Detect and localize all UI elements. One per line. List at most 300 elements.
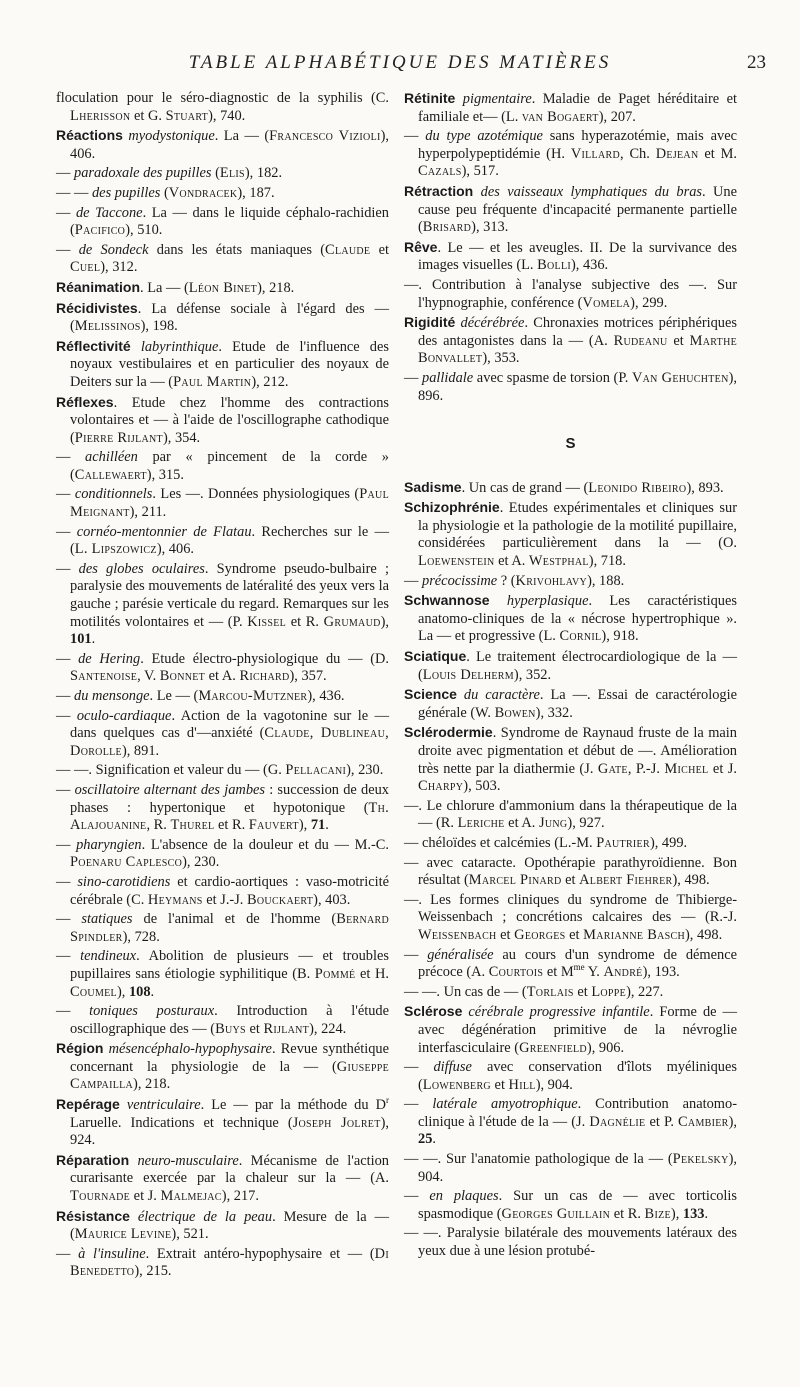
index-entry (56, 242, 389, 277)
entry-text: et cardio-aortiques : vaso-motricité cérébrale (C. (70, 873, 389, 908)
entry-text: et G. (130, 107, 166, 124)
author-name: Loppe (591, 983, 627, 1000)
author-name: Tournade (70, 1188, 131, 1205)
entry-text: . Contribution anatomo-clinique à l'étude de la — (J. (418, 1096, 737, 1130)
entry-subject: du type azotémique (425, 128, 543, 145)
entry-text: — (404, 1096, 433, 1113)
author-name: Cuel (70, 259, 101, 276)
entry-text: — (56, 523, 77, 540)
author-name: Coumel (70, 983, 117, 1000)
entry-text: ), 198. (140, 318, 178, 335)
entry-text: ), 503. (463, 778, 501, 795)
entry-text: — (56, 873, 78, 890)
author-name: Hill (508, 1076, 536, 1093)
entry-text: ), 211. (129, 504, 167, 521)
entry-text: . Le — par la méthode du D (200, 1097, 386, 1114)
author-name: Georges Guillain (501, 1205, 611, 1222)
entry-text: . (150, 983, 155, 1000)
index-entry (404, 724, 737, 795)
page-reference: 133 (682, 1205, 705, 1222)
entry-text: ), 212. (251, 373, 289, 390)
entry-subject: pigmentaire (462, 91, 532, 107)
index-entry (404, 984, 737, 1002)
entry-subject: achilléen (85, 449, 138, 466)
entry-text: et (496, 926, 515, 943)
entry-text: ), 332. (535, 704, 573, 721)
author-name: Villard (570, 145, 620, 162)
entry-headword: Schwannose (404, 592, 490, 609)
entry-text: ), 353. (482, 350, 520, 367)
entry-text: — (404, 1059, 434, 1076)
index-entry (56, 911, 389, 946)
entry-text: — (404, 128, 426, 145)
entry-text (131, 339, 141, 355)
entry-text: ), 312. (100, 259, 138, 276)
entry-text: —. Le chlorure d'ammonium dans la thérapeutique de la — (R. (404, 797, 737, 832)
entry-text: . Action de la vagotonine sur le — dans quelques cas d'—anxiété ( (70, 707, 389, 742)
entry-text: ), 217. (221, 1188, 259, 1205)
index-entry (404, 573, 737, 591)
entry-text: ), 215. (134, 1263, 172, 1280)
entry-text: — (56, 781, 75, 798)
entry-text: et P. (645, 1113, 679, 1130)
entry-text: . Extrait antéro-hypophysaire et — ( (145, 1245, 375, 1262)
index-entry (56, 782, 389, 835)
entry-text (120, 1097, 127, 1113)
entry-subject: de Taccone (75, 204, 143, 221)
index-entry (56, 837, 389, 872)
entry-text (490, 593, 507, 609)
index-entry (404, 314, 737, 368)
entry-text: . La — ( (214, 128, 270, 145)
entry-text: floculation pour le séro-diagnostic de la syphilis (C. (56, 90, 389, 106)
entry-text: et R. (286, 613, 324, 630)
entry-text: . Abolition de plusieurs — et troubles pupillaires sans étiologie syphilitique (B. (70, 948, 389, 982)
author-name: Pekelsky (672, 1151, 729, 1168)
entry-text: ), 218. (133, 1076, 171, 1093)
entry-text: — (56, 911, 82, 928)
entry-text: — (56, 486, 75, 503)
author-name: Courtois (488, 964, 544, 981)
entry-headword: Sclérose (404, 1003, 463, 1020)
left-column (56, 90, 389, 1283)
entry-subject: des globes oculaires (78, 560, 205, 577)
entry-subject: diffuse (433, 1059, 472, 1076)
entry-text: et J. (130, 1188, 161, 1205)
entry-headword: Réflectivité (56, 337, 131, 354)
index-entry (404, 1151, 737, 1186)
entry-text: ), 436. (307, 688, 345, 704)
entry-text: — (56, 948, 81, 965)
entry-text: ), 406. (156, 541, 194, 558)
index-entry (56, 185, 389, 203)
author-name: Marcou-Mutzner (198, 688, 308, 704)
author-name: Giuseppe Campailla (70, 1058, 389, 1093)
entry-text (455, 91, 462, 107)
entry-text: — (404, 572, 422, 589)
entry-text: ), 227. (626, 983, 664, 1000)
entry-headword: Schizophrénie (404, 499, 500, 516)
author-name: Pommé (314, 965, 356, 982)
entry-text: ), 498. (672, 872, 710, 889)
entry-text: — —. Un cas de — ( (404, 983, 527, 1000)
entry-text: . (91, 631, 96, 648)
entry-text: —. Les formes cliniques du syndrome de Thibierge-Weissenbach ; concrétions calcaires des — (R.-J. (404, 891, 737, 926)
author-name: Francesco Vizioli (269, 128, 381, 145)
entry-subject: pallidale (422, 369, 474, 386)
entry-text: — (56, 1003, 90, 1020)
index-entry (56, 279, 389, 298)
entry-text: . Mesure de la — ( (70, 1208, 389, 1243)
entry-text: . Syndrome pseudo-bulbaire ; paralysie des mouvements de latéralité des yeux vers la gauche ; parésie verticale du regard. Remarques sur les motilités volontaires et — (P. (70, 560, 389, 630)
entry-text: ), 891. (121, 742, 160, 759)
author-name: Elis (219, 165, 245, 182)
entry-text: et H. (355, 965, 389, 982)
entry-headword: Résistance (56, 1207, 130, 1224)
author-name: Lowenberg (422, 1076, 491, 1093)
entry-subject: des pupilles (91, 184, 161, 201)
entry-text: . Introduction à l'étude oscillographique des — ( (70, 1003, 389, 1037)
entry-subject: cérébrale progressive infantile (468, 1004, 650, 1021)
entry-text: ), 918. (601, 628, 639, 645)
entry-headword: Repérage (56, 1096, 120, 1113)
index-entry (56, 394, 389, 448)
entry-text: ), 517. (461, 163, 499, 180)
entry-text: ), 315. (146, 466, 184, 483)
entry-text: Laruelle. Indications et technique ( (70, 1114, 293, 1131)
entry-text: ), 893. (686, 479, 724, 496)
author-name: Gate (597, 760, 628, 777)
entry-headword: Région (56, 1040, 104, 1057)
entry-text (457, 687, 464, 703)
entry-subject: du mensonge (74, 688, 150, 704)
index-entry (404, 370, 737, 405)
entry-text: . Un cas de grand — ( (461, 479, 589, 496)
entry-text: et (667, 332, 690, 349)
entry-text: et A. (504, 815, 539, 832)
author-name: Callewaert (74, 466, 147, 483)
index-entry (404, 1003, 737, 1057)
author-name: Claude (325, 241, 371, 258)
author-name: Weissenbach (418, 926, 497, 943)
entry-text: — — (56, 184, 92, 201)
entry-text: — (56, 707, 77, 724)
entry-text: et J.-J. (202, 891, 248, 908)
author-name: Malmejac (160, 1188, 222, 1205)
author-name: Michel (664, 760, 709, 777)
index-entry (56, 127, 389, 163)
entry-subject: oscillatoire alternant des jambes (74, 781, 265, 798)
entry-text: . Le traitement électrocardiologique de la — ( (418, 649, 737, 683)
entry-text: . Une cause peu fréquente d'incapacité permanente partielle ( (418, 183, 737, 236)
entry-subject: généralisée (427, 946, 494, 963)
index-entry (56, 524, 389, 559)
index-entry (404, 1225, 737, 1260)
entry-subject: électrique de la peau (137, 1208, 273, 1225)
author-name: Joseph Jolret (292, 1114, 381, 1131)
entry-text (473, 184, 480, 200)
entry-text: ), 436. (570, 257, 609, 274)
entry-text: — avec cataracte. Opothérapie parathyroïdienne. Bon résultat ( (404, 854, 737, 889)
author-name: Bize (644, 1205, 671, 1222)
entry-text: et A. (494, 553, 529, 570)
index-entry (404, 128, 737, 181)
entry-text: ), 896. (418, 369, 737, 404)
entry-headword: Réanimation (56, 278, 141, 295)
entry-text: ), 499. (649, 834, 688, 851)
index-entry (56, 651, 389, 686)
entry-text: . Etude chez l'homme des contractions volontaires et — à l'aide de l'oscillographe cathodique ( (70, 394, 389, 446)
entry-subject: toniques posturaux (89, 1003, 215, 1020)
entry-text: — (56, 241, 79, 258)
index-entry (404, 1096, 737, 1149)
entry-text: et J. (708, 760, 737, 777)
entry-text: ( (211, 165, 220, 182)
entry-headword: Sciatique (404, 648, 467, 665)
author-name: Loewenstein (418, 553, 495, 570)
author-name: Marcel Pinard (468, 872, 562, 889)
author-name: Jung (538, 815, 568, 832)
author-name: Di Benedetto (70, 1245, 389, 1280)
entry-headword: Récidivistes (56, 299, 138, 316)
entry-text: — (56, 165, 74, 182)
author-name: Poenaru Caplesco (70, 854, 183, 871)
entry-subject: mésencéphalo-hypophysaire (108, 1041, 272, 1058)
entry-text: Y. (584, 964, 604, 981)
entry-text: ), 927. (567, 815, 605, 832)
index-entry (404, 479, 737, 498)
entry-subject: oculo-cardiaque (76, 707, 172, 724)
author-name: Rudeanu (613, 332, 668, 349)
entry-subject: pharyngien (76, 836, 142, 853)
author-name: Torlais (526, 983, 574, 1000)
entry-text: —. Contribution à l'analyse subjective des —. Sur l'hypnographie, conférence ( (404, 276, 737, 311)
entry-subject: de Hering (78, 650, 141, 667)
entry-text: et (565, 926, 584, 943)
entry-text: . Syndrome de Raynaud fruste de la main droite avec pigmentation et début de —. Amélioration très nette par la diathermie (J. (418, 725, 737, 777)
entry-text: . Forme de — avec dégénération primitive de la névroglie interfasciculaire ( (418, 1004, 737, 1056)
author-name: Pacifico (74, 222, 126, 239)
entry-text: . (432, 1131, 436, 1148)
entry-text: — (56, 204, 76, 221)
entry-text: — (56, 560, 79, 577)
author-name: Th. Alajouanine (70, 799, 389, 834)
entry-text: et (573, 983, 592, 1000)
index-entry (404, 239, 737, 275)
entry-text: ), 403. (313, 891, 351, 908)
entry-text: . Le — ( (149, 688, 199, 704)
author-name: Claude, Dublineau, Dorolle (70, 725, 389, 759)
entry-text: ), 904. (418, 1151, 737, 1185)
index-entry (404, 648, 737, 684)
index-entry (56, 165, 389, 183)
entry-subject: conditionnels (74, 486, 153, 503)
entry-text: . La — dans le liquide céphalo-rachidien ( (70, 204, 389, 239)
entry-subject: précocissime (422, 572, 498, 589)
entry-text: ), 406. (70, 128, 389, 162)
entry-text: , R. (146, 817, 171, 834)
entry-text (130, 1209, 138, 1225)
entry-subject: cornéo-mentonnier de Flatau (76, 523, 252, 540)
author-name: Lherisson (70, 107, 131, 124)
entry-text: ), 193. (642, 964, 680, 981)
entry-text: — (56, 650, 79, 667)
entry-subject: ventriculaire (126, 1097, 201, 1114)
entry-text: ), 354. (162, 429, 201, 446)
page-reference: 101 (70, 631, 92, 648)
author-name: Bouckaert (247, 891, 314, 908)
entry-subject: sino-carotidiens (77, 873, 171, 890)
entry-text: ), 207. (598, 108, 636, 125)
author-name: Pellacani (285, 762, 347, 779)
author-name: Bernard Spindler (70, 911, 389, 945)
author-name: Heymans (147, 891, 203, 908)
author-name: Santenoise (70, 668, 138, 685)
index-entry (56, 688, 389, 706)
entry-text: : succession de deux phases : hypertonique et hypotonique ( (70, 781, 389, 816)
index-entry (56, 300, 389, 336)
entry-text: . Sur un cas de — avec torticolis spasmodique ( (418, 1188, 737, 1222)
entry-text: . Etude électro-physiologique du — (D. (140, 650, 389, 667)
author-name: Louis Delherm (422, 666, 514, 683)
entry-text: ( (160, 184, 169, 201)
author-name: Marthe Bonvallet (418, 332, 737, 367)
page-reference: 25 (418, 1131, 433, 1148)
author-name: Melissinos (74, 318, 141, 335)
index-entry (404, 892, 737, 945)
entry-headword: Rêve (404, 238, 438, 255)
index-entry (404, 183, 737, 237)
entry-text: sans hyperazotémie, mais avec hyperpolypeptidémie (H. (418, 128, 737, 162)
author-name: Albert Fiehrer (579, 872, 673, 889)
author-name: Cazals (418, 163, 462, 180)
entry-subject: neuro-musculaire (137, 1152, 239, 1169)
entry-text: . Les —. Données physiologiques ( (152, 486, 360, 503)
entry-text: avec conservation d'îlots myéliniques ( (418, 1059, 737, 1093)
author-name: Pautrier (596, 834, 650, 851)
author-name: van Bogaert (521, 108, 599, 125)
entry-headword: Rétraction (404, 182, 474, 199)
index-entry (404, 90, 737, 126)
entry-headword: Sclérodermie (404, 724, 493, 741)
entry-subject: du caractère (463, 687, 540, 704)
author-name: Thurel (170, 817, 215, 834)
entry-subject: décérébrée (460, 315, 525, 332)
author-name: Westphal (528, 553, 589, 570)
entry-text: — —. Sur l'anatomie pathologique de la — ( (404, 1151, 673, 1168)
entry-text: et (245, 1020, 264, 1037)
entry-text: ), 187. (237, 184, 275, 201)
entry-text: , V. (137, 668, 160, 685)
author-name: Krivohlavy (515, 572, 588, 589)
entry-text: ), 230. (182, 854, 220, 871)
entry-text: et R. (610, 1205, 645, 1222)
index-entry (56, 338, 389, 392)
entry-text: ), 352. (513, 666, 552, 683)
entry-headword: Réactions (56, 127, 123, 144)
entry-text: . (325, 817, 329, 834)
author-name: Georges (514, 926, 566, 943)
index-entry (56, 205, 389, 240)
entry-text: — (56, 449, 86, 466)
entry-text: ? ( (497, 572, 516, 589)
author-name: Stuart (165, 107, 209, 124)
index-entry (404, 947, 737, 982)
superscript: r (385, 1095, 389, 1106)
author-name: Fauvert (248, 817, 299, 834)
author-name: Bowen (494, 704, 536, 721)
entry-text: et (370, 241, 390, 258)
entry-headword: Rigidité (404, 314, 456, 331)
entry-text: ), (380, 613, 390, 630)
author-name: Bonnet (159, 668, 206, 685)
author-name: Paul Meignant (70, 486, 389, 521)
entry-text: ), 230. (346, 762, 384, 779)
index-entry (404, 835, 737, 853)
entry-text: . La défense sociale à l'égard des — ( (70, 300, 389, 335)
entry-text: dans les états maniaques ( (148, 241, 326, 258)
author-name: Leriche (457, 815, 505, 832)
entry-text: ), 924. (70, 1114, 389, 1149)
author-name: Rijlant (263, 1020, 310, 1037)
author-name: Van Gehuchten (631, 369, 729, 386)
entry-text: — (56, 688, 74, 704)
index-entry (56, 1152, 389, 1206)
page-number: 23 (747, 52, 766, 73)
entry-text: ), 188. (587, 572, 625, 589)
entry-subject: paradoxale des pupilles (74, 165, 212, 182)
index-entry (404, 592, 737, 646)
entry-text: ), 498. (685, 926, 723, 943)
index-entry (56, 1003, 389, 1038)
author-name: Charpy (418, 778, 464, 795)
index-entry (56, 874, 389, 909)
entry-text: . Recherches sur le — ( (70, 523, 389, 558)
entry-text: et (561, 872, 580, 889)
index-entry (56, 1040, 389, 1094)
index-entry (56, 486, 389, 521)
entry-text: , Ch. (619, 145, 656, 162)
entry-text: . Mécanisme de l'action curarisante exercée par la chaleur sur la — (A. (70, 1152, 389, 1187)
author-name: Grumaud (323, 613, 381, 630)
index-entry (56, 1246, 389, 1281)
entry-text: . Etude de l'influence des noyaux vestibulaires et en particulier des noyaux de Deiters sur la — ( (70, 338, 389, 390)
entry-text: — (56, 1245, 79, 1262)
page-reference: 108 (128, 983, 151, 1000)
entry-text: et (490, 1076, 509, 1093)
superscript: me (573, 962, 585, 973)
entry-text: ), 728. (122, 928, 160, 945)
index-entry (404, 686, 737, 722)
entry-text: ), 906. (586, 1039, 625, 1056)
author-name: Buys (215, 1020, 246, 1037)
entry-text: ), 313. (471, 219, 509, 236)
right-column (404, 90, 737, 1263)
entry-text: . Etudes expérimentales et cliniques sur la physiologie et la pathologie de la motilité pupillaire, considérées particulièrement dans la — (O. (418, 500, 737, 552)
index-entry (56, 561, 389, 649)
entry-text: de l'animal et de l'homme ( (132, 911, 337, 928)
entry-text: . Chronaxies motrices périphériques des antagonistes dans la — (A. (418, 315, 737, 349)
author-name: Marianne Basch (583, 926, 686, 943)
author-name: Richard (239, 668, 290, 685)
entry-headword: Réparation (56, 1151, 130, 1168)
entry-text: — chéloïdes et calcémies (L.-M. (404, 834, 597, 851)
index-entry (404, 1059, 737, 1094)
entry-headword: Science (404, 686, 457, 703)
index-entry (56, 948, 389, 1001)
entry-text: — —. Paralysie bilatérale des mouvements latéraux des yeux due à une lésion protubé- (404, 1225, 737, 1260)
entry-text: au cours d'un syndrome de démence précoce (A. (418, 946, 737, 981)
